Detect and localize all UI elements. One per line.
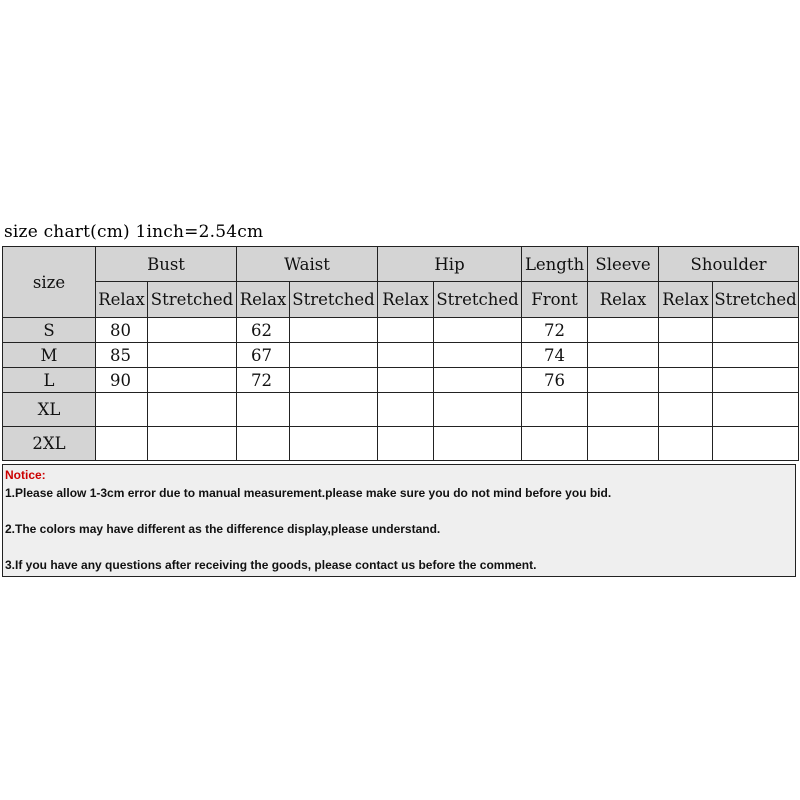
table-cell	[237, 427, 290, 461]
table-cell	[434, 393, 522, 427]
table-cell	[588, 427, 659, 461]
table-cell	[713, 368, 799, 393]
table-cell	[378, 368, 434, 393]
table-cell	[148, 393, 237, 427]
table-cell	[434, 343, 522, 368]
table-cell	[378, 393, 434, 427]
group-header-bust: Bust	[96, 247, 237, 282]
notice-line: 2.The colors may have different as the difference display,please understand.	[5, 522, 441, 536]
row-size-label: XL	[3, 393, 96, 427]
table-row	[3, 343, 799, 368]
table-cell	[588, 318, 659, 343]
table-cell	[290, 343, 378, 368]
table-cell	[713, 427, 799, 461]
table-cell	[434, 318, 522, 343]
table-cell	[96, 427, 148, 461]
subheader-cell: Stretched	[713, 282, 799, 318]
table-cell	[659, 343, 713, 368]
notice-line: 3.If you have any questions after receiving the goods, please contact us before the comment.	[5, 558, 537, 572]
table-cell	[148, 427, 237, 461]
table-cell	[713, 318, 799, 343]
size-header: size	[3, 247, 96, 318]
row-size-label: S	[3, 318, 96, 343]
table-cell: 80	[96, 318, 148, 343]
group-header-length: Length	[522, 247, 588, 282]
subheader-cell: Relax	[96, 282, 148, 318]
table-cell: 76	[522, 368, 588, 393]
row-size-label: M	[3, 343, 96, 368]
chart-heading: size chart(cm) 1inch=2.54cm	[4, 222, 264, 242]
table-cell	[290, 427, 378, 461]
subheader-cell: Front	[522, 282, 588, 318]
table-row	[3, 318, 799, 343]
row-size-label: L	[3, 368, 96, 393]
table-cell	[659, 393, 713, 427]
table-row	[3, 427, 799, 461]
table-cell	[659, 318, 713, 343]
table-cell	[434, 427, 522, 461]
table-cell: 90	[96, 368, 148, 393]
table-cell	[290, 368, 378, 393]
subheader-cell: Stretched	[434, 282, 522, 318]
table-cell	[659, 427, 713, 461]
group-header-waist: Waist	[237, 247, 378, 282]
table-cell: 67	[237, 343, 290, 368]
subheader-cell: Stretched	[148, 282, 237, 318]
table-cell	[378, 343, 434, 368]
table-cell	[148, 343, 237, 368]
notice-title: Notice:	[5, 468, 46, 482]
table-cell	[588, 343, 659, 368]
table-cell	[713, 343, 799, 368]
table-cell	[290, 318, 378, 343]
subheader-cell: Relax	[588, 282, 659, 318]
table-cell	[290, 393, 378, 427]
table-cell	[96, 393, 148, 427]
table-cell	[434, 368, 522, 393]
sub-header-row	[3, 282, 799, 318]
group-header-sleeve: Sleeve	[588, 247, 659, 282]
notice-line: 1.Please allow 1-3cm error due to manual measurement.please make sure you do not mind before you bid.	[5, 486, 612, 500]
table-cell	[148, 318, 237, 343]
subheader-cell: Stretched	[290, 282, 378, 318]
table-cell	[659, 368, 713, 393]
group-header-hip: Hip	[378, 247, 522, 282]
table-cell	[713, 393, 799, 427]
row-size-label: 2XL	[3, 427, 96, 461]
subheader-cell: Relax	[659, 282, 713, 318]
size-chart-table	[2, 246, 799, 461]
subheader-cell: Relax	[237, 282, 290, 318]
group-header-shoulder: Shoulder	[659, 247, 799, 282]
table-cell	[148, 368, 237, 393]
table-cell: 74	[522, 343, 588, 368]
table-cell	[378, 427, 434, 461]
subheader-cell: Relax	[378, 282, 434, 318]
table-cell: 62	[237, 318, 290, 343]
table-cell	[522, 393, 588, 427]
table-row	[3, 393, 799, 427]
table-cell: 72	[237, 368, 290, 393]
table-cell	[522, 427, 588, 461]
table-cell	[237, 393, 290, 427]
table-row	[3, 368, 799, 393]
table-cell: 72	[522, 318, 588, 343]
table-cell: 85	[96, 343, 148, 368]
table-cell	[378, 318, 434, 343]
notice-box	[2, 464, 796, 577]
table-cell	[588, 393, 659, 427]
table-cell	[588, 368, 659, 393]
group-header-row	[3, 247, 799, 282]
